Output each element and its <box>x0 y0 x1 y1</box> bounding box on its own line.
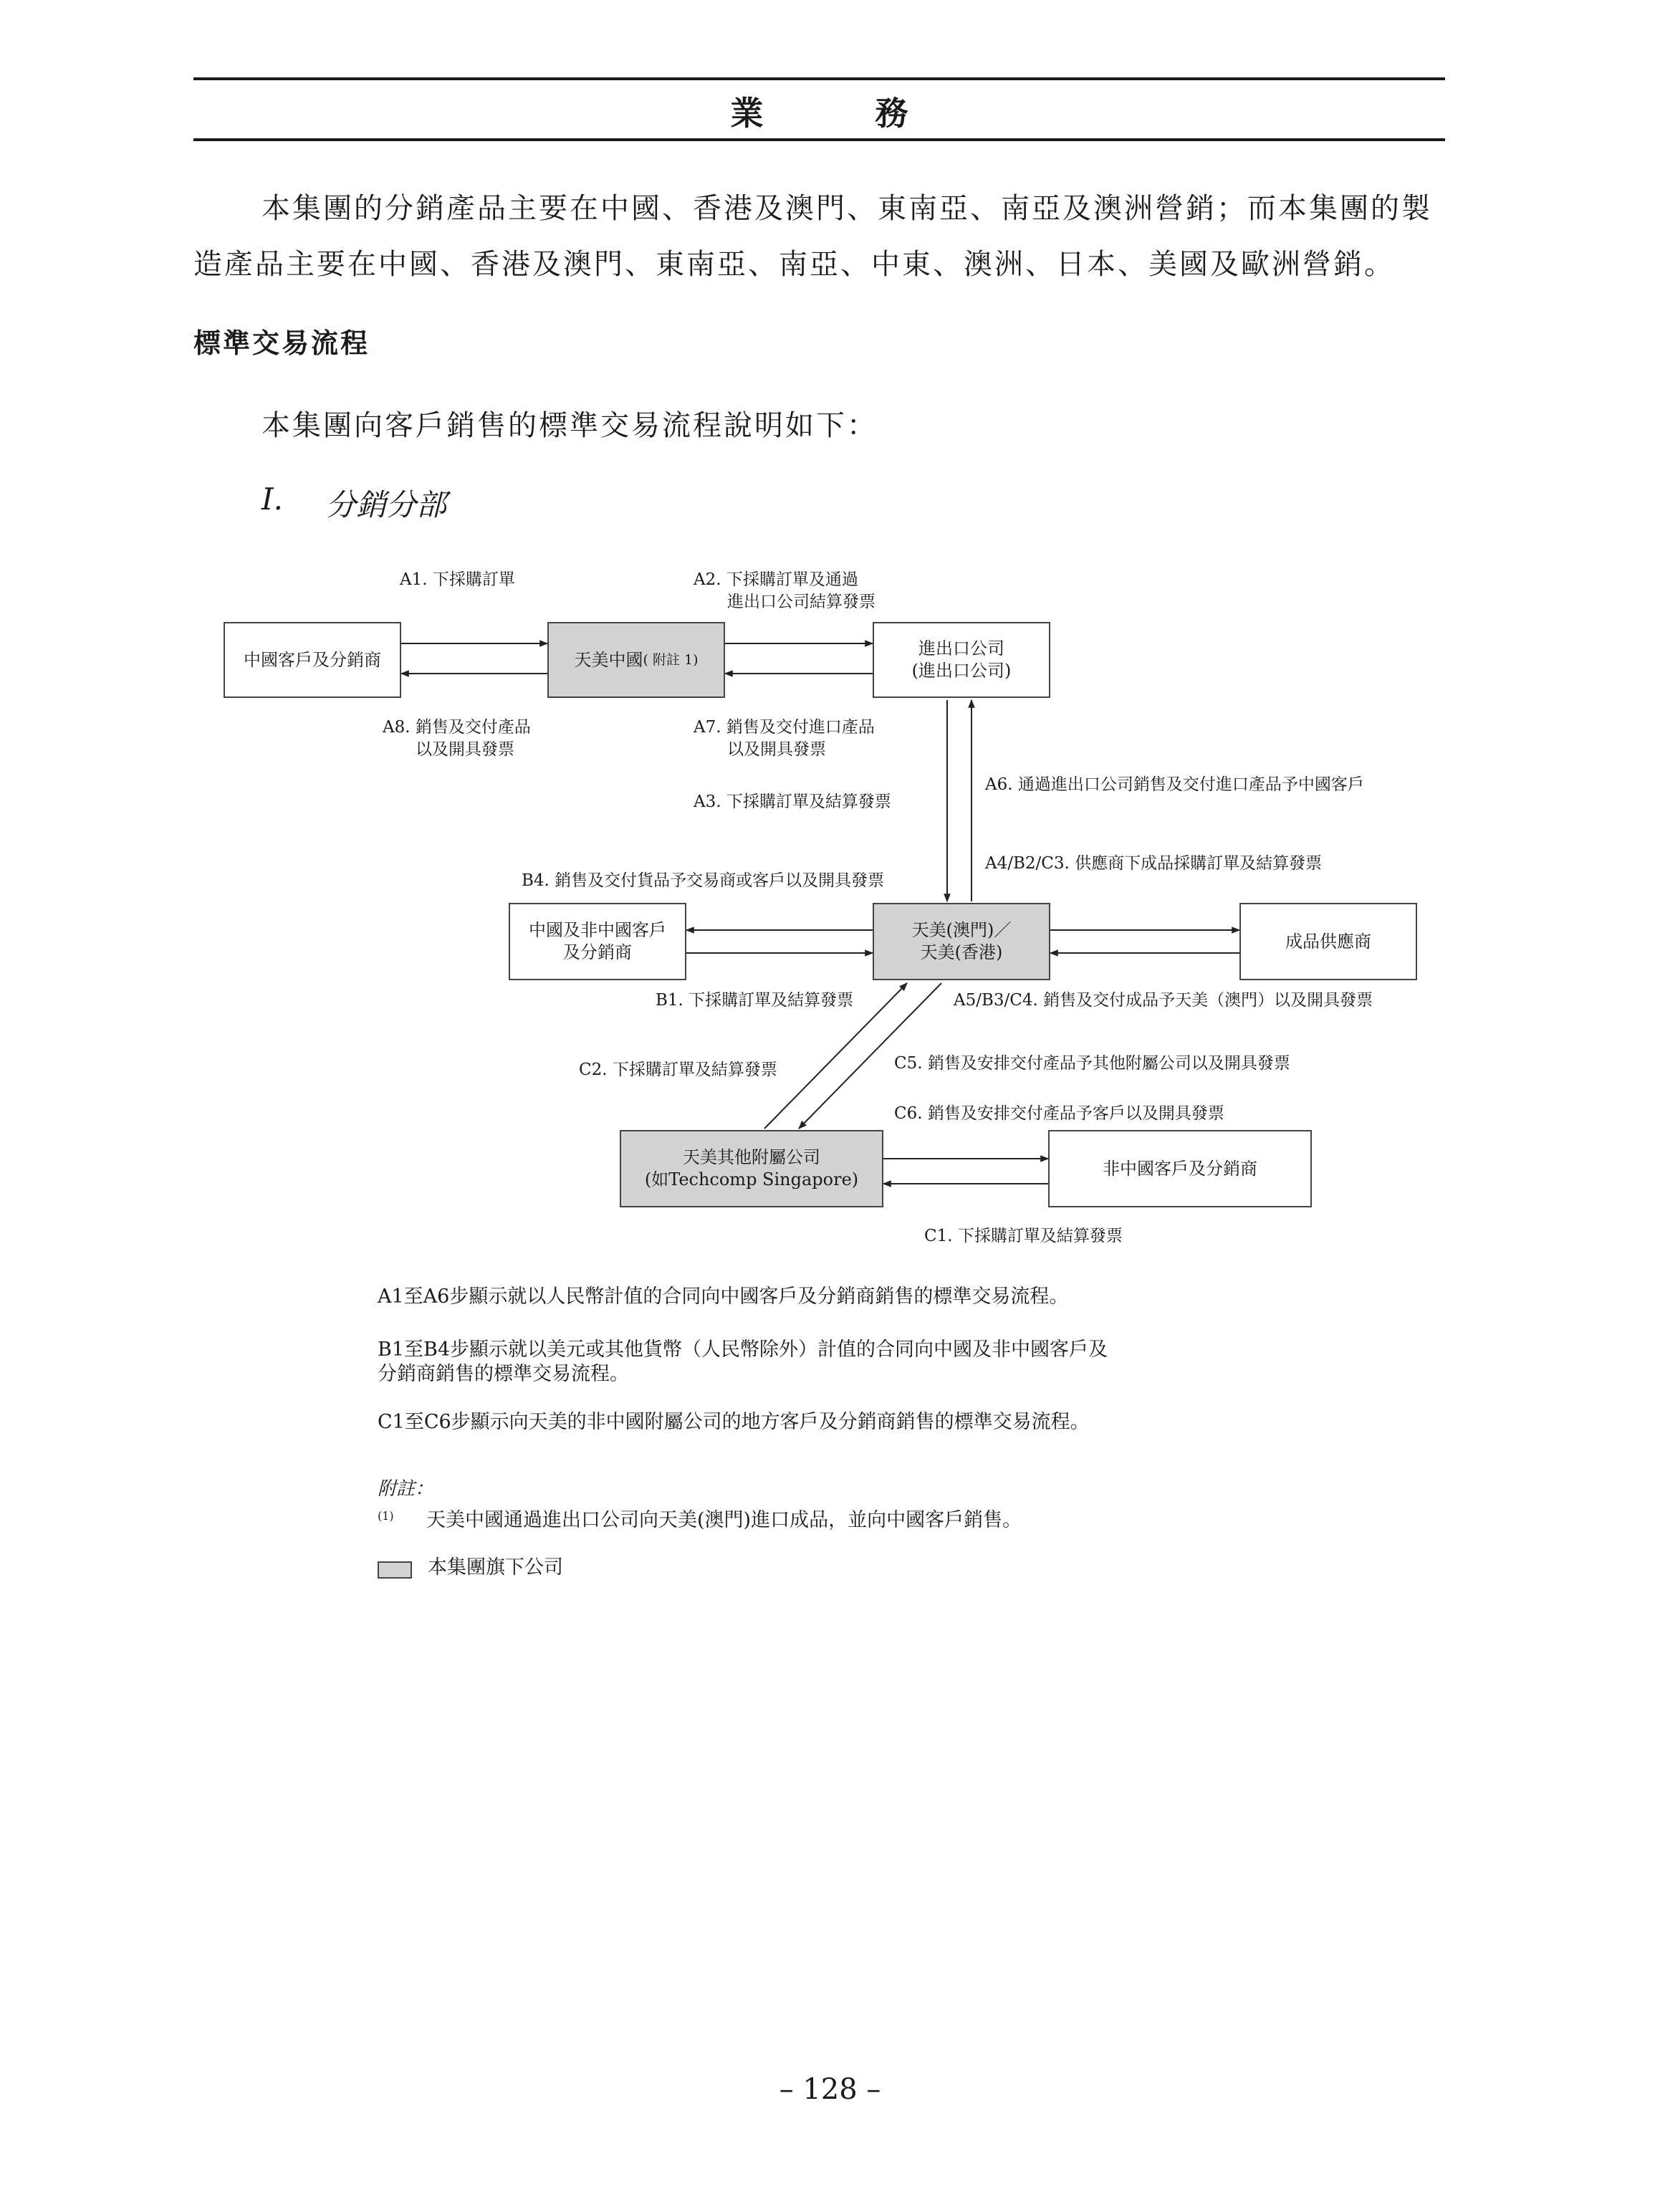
box-suppliers <box>1239 903 1417 980</box>
box-tianmei-china <box>547 622 725 698</box>
box-suppliers-label: 成品供應商 <box>1285 931 1371 952</box>
note-steps-c: C1至C6步顯示向天美的非中國附屬公司的地方客戶及分銷商銷售的標準交易流程。 <box>378 1411 1090 1433</box>
page-number: – 128 – <box>779 2073 881 2106</box>
legend-swatch <box>378 1561 412 1579</box>
subsection-number: I. <box>262 482 283 517</box>
label-b4: B4. 銷售及交付貨品予交易商或客戶以及開具發票 <box>522 871 885 890</box>
label-b1: B1. 下採購訂單及結算發票 <box>656 991 854 1010</box>
box-customers-line2: 及分銷商 <box>563 942 632 962</box>
box-non-china-customers <box>1048 1130 1312 1207</box>
footnote-text: 天美中國通過進出口公司向天美(澳門)進口成品，並向中國客戶銷售。 <box>426 1509 1022 1531</box>
label-a5: A5/B3/C4. 銷售及交付成品予天美（澳門）以及開具發票 <box>954 991 1373 1010</box>
box-customers <box>509 903 686 980</box>
box-other-subsidiaries-line1: 天美其他附屬公司 <box>683 1147 820 1167</box>
legend-text: 本集團旗下公司 <box>428 1556 563 1579</box>
label-a2-line2: 進出口公司結算發票 <box>727 593 875 611</box>
paragraph-line-1: 本集團的分銷產品主要在中國、香港及澳門、東南亞、南亞及澳洲營銷；而本集團的製 <box>262 192 1432 225</box>
label-a7-line2: 以及開具發票 <box>727 740 826 759</box>
intro-text: 本集團向客戶銷售的標準交易流程說明如下： <box>262 409 878 442</box>
label-a3: A3. 下採購訂單及結算發票 <box>694 793 891 811</box>
note-steps-b-line2: 分銷商銷售的標準交易流程。 <box>378 1363 629 1385</box>
box-import-export <box>873 622 1050 698</box>
box-tianmei-macau-line1: 天美(澳門)／ <box>911 920 1012 940</box>
label-a8-line2: 以及開具發票 <box>416 740 514 759</box>
label-c5: C5. 銷售及安排交付產品予其他附屬公司以及開具發票 <box>894 1054 1290 1073</box>
box-import-export-line2: (進出口公司) <box>911 661 1012 681</box>
box-china-customers <box>224 622 401 698</box>
paragraph-line-2: 造產品主要在中國、香港及澳門、東南亞、南亞、中東、澳洲、日本、美國及歐洲營銷。 <box>193 248 1395 281</box>
footnote-heading: 附註： <box>378 1478 434 1500</box>
box-import-export-line1: 進出口公司 <box>918 638 1004 659</box>
box-other-subsidiaries-line2: (如Techcomp Singapore) <box>644 1169 859 1189</box>
note-steps-a: A1至A6步顯示就以人民幣計值的合同向中國客戶及分銷商銷售的標準交易流程。 <box>378 1285 1069 1308</box>
label-a6: A6. 通過進出口公司銷售及交付進口產品予中國客戶 <box>985 775 1364 794</box>
box-customers-line1: 中國及非中國客戶 <box>529 920 666 940</box>
label-c1: C1. 下採購訂單及結算發票 <box>924 1227 1123 1245</box>
box-non-china-customers-label: 非中國客戶及分銷商 <box>1103 1158 1257 1179</box>
note-steps-b-line1: B1至B4步顯示就以美元或其他貨幣（人民幣除外）計值的合同向中國及非中國客戶及 <box>378 1339 1108 1361</box>
box-tianmei-china-label: 天美中國 <box>574 649 643 670</box>
label-a8-line1: A8. 銷售及交付產品 <box>383 718 531 737</box>
label-c2: C2. 下採購訂單及結算發票 <box>579 1060 777 1079</box>
footnote-marker: (1) <box>378 1509 394 1523</box>
label-a1: A1. 下採購訂單 <box>400 570 515 589</box>
label-a2-line1: A2. 下採購訂單及通過 <box>694 570 858 589</box>
box-tianmei-macau <box>873 903 1050 980</box>
subsection-title: 分銷分部 <box>326 487 447 522</box>
label-a7-line1: A7. 銷售及交付進口產品 <box>694 718 875 737</box>
label-a4: A4/B2/C3. 供應商下成品採購訂單及結算發票 <box>985 854 1323 873</box>
box-tianmei-china-note: ( 附註 1) <box>643 651 699 668</box>
box-china-customers-label: 中國客戶及分銷商 <box>244 649 381 670</box>
box-tianmei-macau-line2: 天美(香港) <box>920 942 1003 962</box>
section-heading: 標準交易流程 <box>193 327 370 359</box>
page-header-title: 業 務 <box>730 94 959 133</box>
label-c6: C6. 銷售及安排交付產品予客戶以及開具發票 <box>894 1104 1224 1123</box>
box-other-subsidiaries <box>620 1130 883 1207</box>
